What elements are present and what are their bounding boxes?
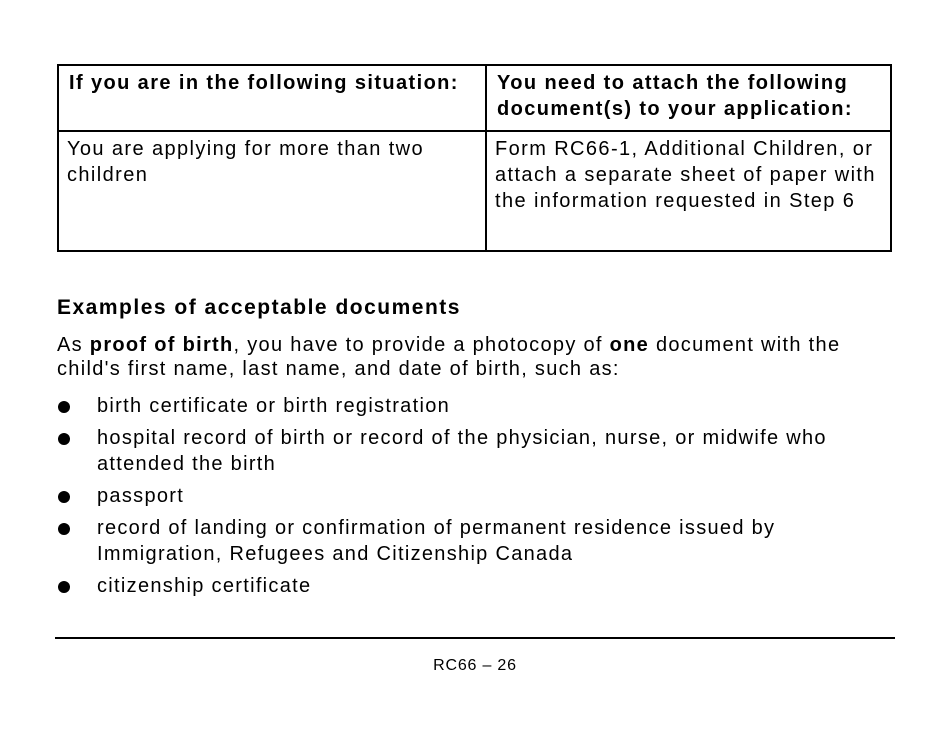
list-item-text: birth certificate or birth registration	[97, 395, 451, 417]
intro-text: document with the child's first name, last name, and date of birth, such as:	[57, 334, 841, 380]
intro-bold-one: one	[609, 334, 650, 356]
table-header-situation: If you are in the following situation:	[58, 65, 486, 131]
requirements-table	[57, 64, 892, 252]
list-item	[57, 515, 907, 567]
table-cell-documents: Form RC66-1, Additional Children, or attach a separate sheet of paper with the information requested in Step 6	[486, 131, 891, 251]
bullet-icon	[58, 581, 70, 593]
table-cell-situation: You are applying for more than two children	[58, 131, 486, 251]
list-item	[57, 573, 907, 599]
list-item	[57, 393, 907, 419]
bullet-icon	[58, 401, 70, 413]
bullet-icon	[58, 523, 70, 535]
intro-text: As	[57, 334, 90, 356]
bullet-icon	[58, 491, 70, 503]
table-row	[58, 131, 891, 251]
list-item	[57, 425, 907, 477]
intro-bold-proof-of-birth: proof of birth	[89, 334, 234, 356]
section-heading: Examples of acceptable documents	[57, 296, 461, 319]
list-item-text: citizenship certificate	[97, 575, 312, 597]
bullet-icon	[58, 433, 70, 445]
table-header-row	[58, 65, 891, 131]
table-header-documents: You need to attach the following document(s) to your application:	[486, 65, 891, 131]
intro-text: , you have to provide a photocopy of	[233, 334, 610, 356]
list-item-text: hospital record of birth or record of the physician, nurse, or midwife who attended the birth	[97, 427, 827, 475]
list-item-text: record of landing or confirmation of permanent residence issued by Immigration, Refugees and Citizenship Canada	[97, 517, 776, 565]
footer-divider	[55, 637, 895, 639]
list-item	[57, 483, 907, 509]
list-item-text: passport	[97, 485, 185, 507]
acceptable-documents-list	[57, 393, 907, 605]
page-number: RC66 – 26	[433, 657, 517, 674]
intro-paragraph	[57, 333, 907, 381]
